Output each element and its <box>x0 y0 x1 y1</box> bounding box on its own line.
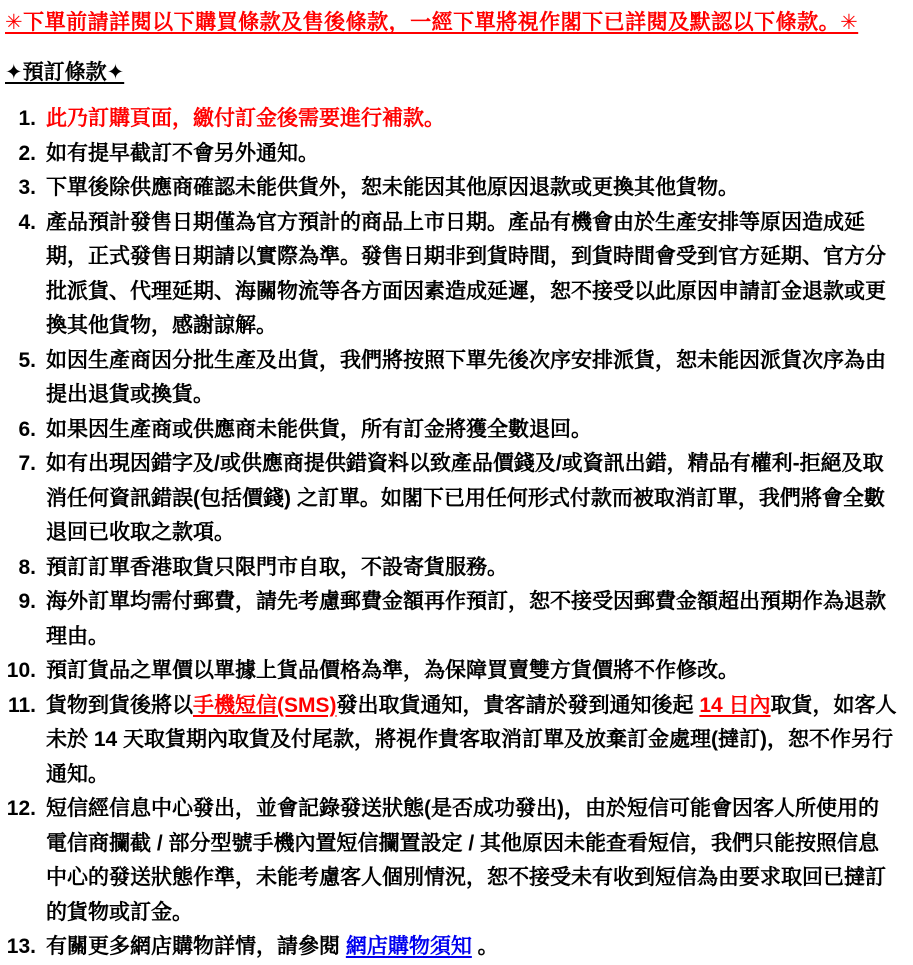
term-number: 7. <box>18 452 36 475</box>
purchase-notice-title: ✳下單前請詳閱以下購買條款及售後條款，一經下單將視作閣下已詳閱及默認以下條款。✳ <box>5 11 859 34</box>
term-text <box>46 171 897 206</box>
term-segment: 。 <box>471 935 499 958</box>
term-number: 10. <box>6 659 36 682</box>
term-number: 12. <box>6 797 36 820</box>
term-text <box>46 413 897 448</box>
sms-notice-highlight: 手機短信(SMS) <box>193 693 337 717</box>
term-text <box>46 689 897 793</box>
term-segment: 海外訂單均需付郵費，請先考慮郵費金額再作預訂，恕不接受因郵費金額超出預期作為退款理由。 <box>46 590 886 648</box>
term-item <box>5 689 897 793</box>
term-segment: 貨物到貨後將以 <box>46 693 193 717</box>
term-item <box>5 585 897 654</box>
term-segment: 如有出現因錯字及/或供應商提供錯資料以致產品價錢及/或資訊出錯，精品有權利-拒絕及取消任何資訊錯誤(包括價錢) 之訂單。如閣下已用任何形式付款而被取消訂單，我們將會全數退回已收取之款項。 <box>46 452 885 544</box>
term-segment: 產品預計發售日期僅為官方預計的商品上市日期。產品有機會由於生產安排等原因造成延期，正式發售日期請以實際為準。發售日期非到貨時間，到貨時間會受到官方延期、官方分批派貨、代理延期、海關物流等各方面因素造成延遲，恕不接受以此原因申請訂金退款或更換其他貨物，感謝諒解。 <box>46 210 886 337</box>
term-number: 13. <box>6 935 36 958</box>
term-text <box>46 585 897 654</box>
term-item <box>5 792 897 930</box>
pickup-deadline-highlight: 14 日內 <box>699 693 771 717</box>
term-number: 5. <box>18 348 36 372</box>
term-item <box>5 654 897 689</box>
term-number: 1. <box>18 107 36 130</box>
term-number: 8. <box>18 555 36 579</box>
term-segment: 如果因生產商或供應商未能供貨，所有訂金將獲全數退回。 <box>46 417 592 441</box>
term-segment: 有關更多網店購物詳情，請參閱 <box>46 935 346 958</box>
term-segment: 短信經信息中心發出，並會記錄發送狀態(是否成功發出)，由於短信可能會因客人所使用的電信商攔截 / 部分型號手機內置短信攔置設定 / 其他原因未能查看短信，我們只能按照信息中心的發送狀態作準，未能考慮客人個別情況，恕不接受未有收到短信為由要求取回已撻訂的貨物或訂金。 <box>46 797 886 924</box>
term-text <box>46 206 897 344</box>
term-item <box>5 930 897 965</box>
term-number: 2. <box>18 141 36 165</box>
term-item <box>5 413 897 448</box>
term-segment: 預訂貨品之單價以單據上貨品價格為準，為保障買賣雙方貨價將不作修改。 <box>46 659 739 682</box>
term-item <box>5 171 897 206</box>
term-segment: 下單後除供應商確認未能供貨外，恕未能因其他原因退款或更換其他貨物。 <box>46 176 739 199</box>
term-number: 6. <box>18 417 36 441</box>
term-text <box>46 102 897 137</box>
term-number: 9. <box>18 590 36 613</box>
preorder-terms-heading: ✦預訂條款✦ <box>5 61 125 84</box>
store-shopping-guide-link[interactable]: 網店購物須知 <box>345 935 472 958</box>
term-segment: 發出取貨通知，貴客請於發到通知後起 <box>336 693 700 717</box>
term-segment: 預訂訂單香港取貨只限門市自取，不設寄貨服務。 <box>46 555 508 579</box>
term-item <box>5 551 897 586</box>
term-segment: 取貨，如客人未於 14 天取貨期內取貨及付尾款，將視作貴客取消訂單及放棄訂金處理(撻訂)，恕不作另行通知。 <box>46 693 897 786</box>
document-page <box>0 8 913 965</box>
term-number: 4. <box>18 210 36 234</box>
terms-list <box>5 102 897 965</box>
term-text <box>46 930 897 965</box>
term-item <box>5 137 897 172</box>
term-segment: 如因生產商因分批生產及出貨，我們將按照下單先後次序安排派貨，恕未能因派貨次序為由提出退貨或換貨。 <box>46 348 886 406</box>
term-segment: 如有提早截訂不會另外通知。 <box>46 141 319 165</box>
term-text <box>46 137 897 172</box>
term-text <box>46 447 897 551</box>
term-item <box>5 447 897 551</box>
term-text <box>46 344 897 413</box>
term-item <box>5 206 897 344</box>
term-number: 3. <box>18 176 36 199</box>
term-segment: 此乃訂購頁面，繳付訂金後需要進行補款。 <box>46 107 445 130</box>
term-text <box>46 792 897 930</box>
term-item <box>5 344 897 413</box>
term-text <box>46 551 897 586</box>
term-item <box>5 102 897 137</box>
term-number: 11. <box>7 693 36 717</box>
term-text <box>46 654 897 689</box>
